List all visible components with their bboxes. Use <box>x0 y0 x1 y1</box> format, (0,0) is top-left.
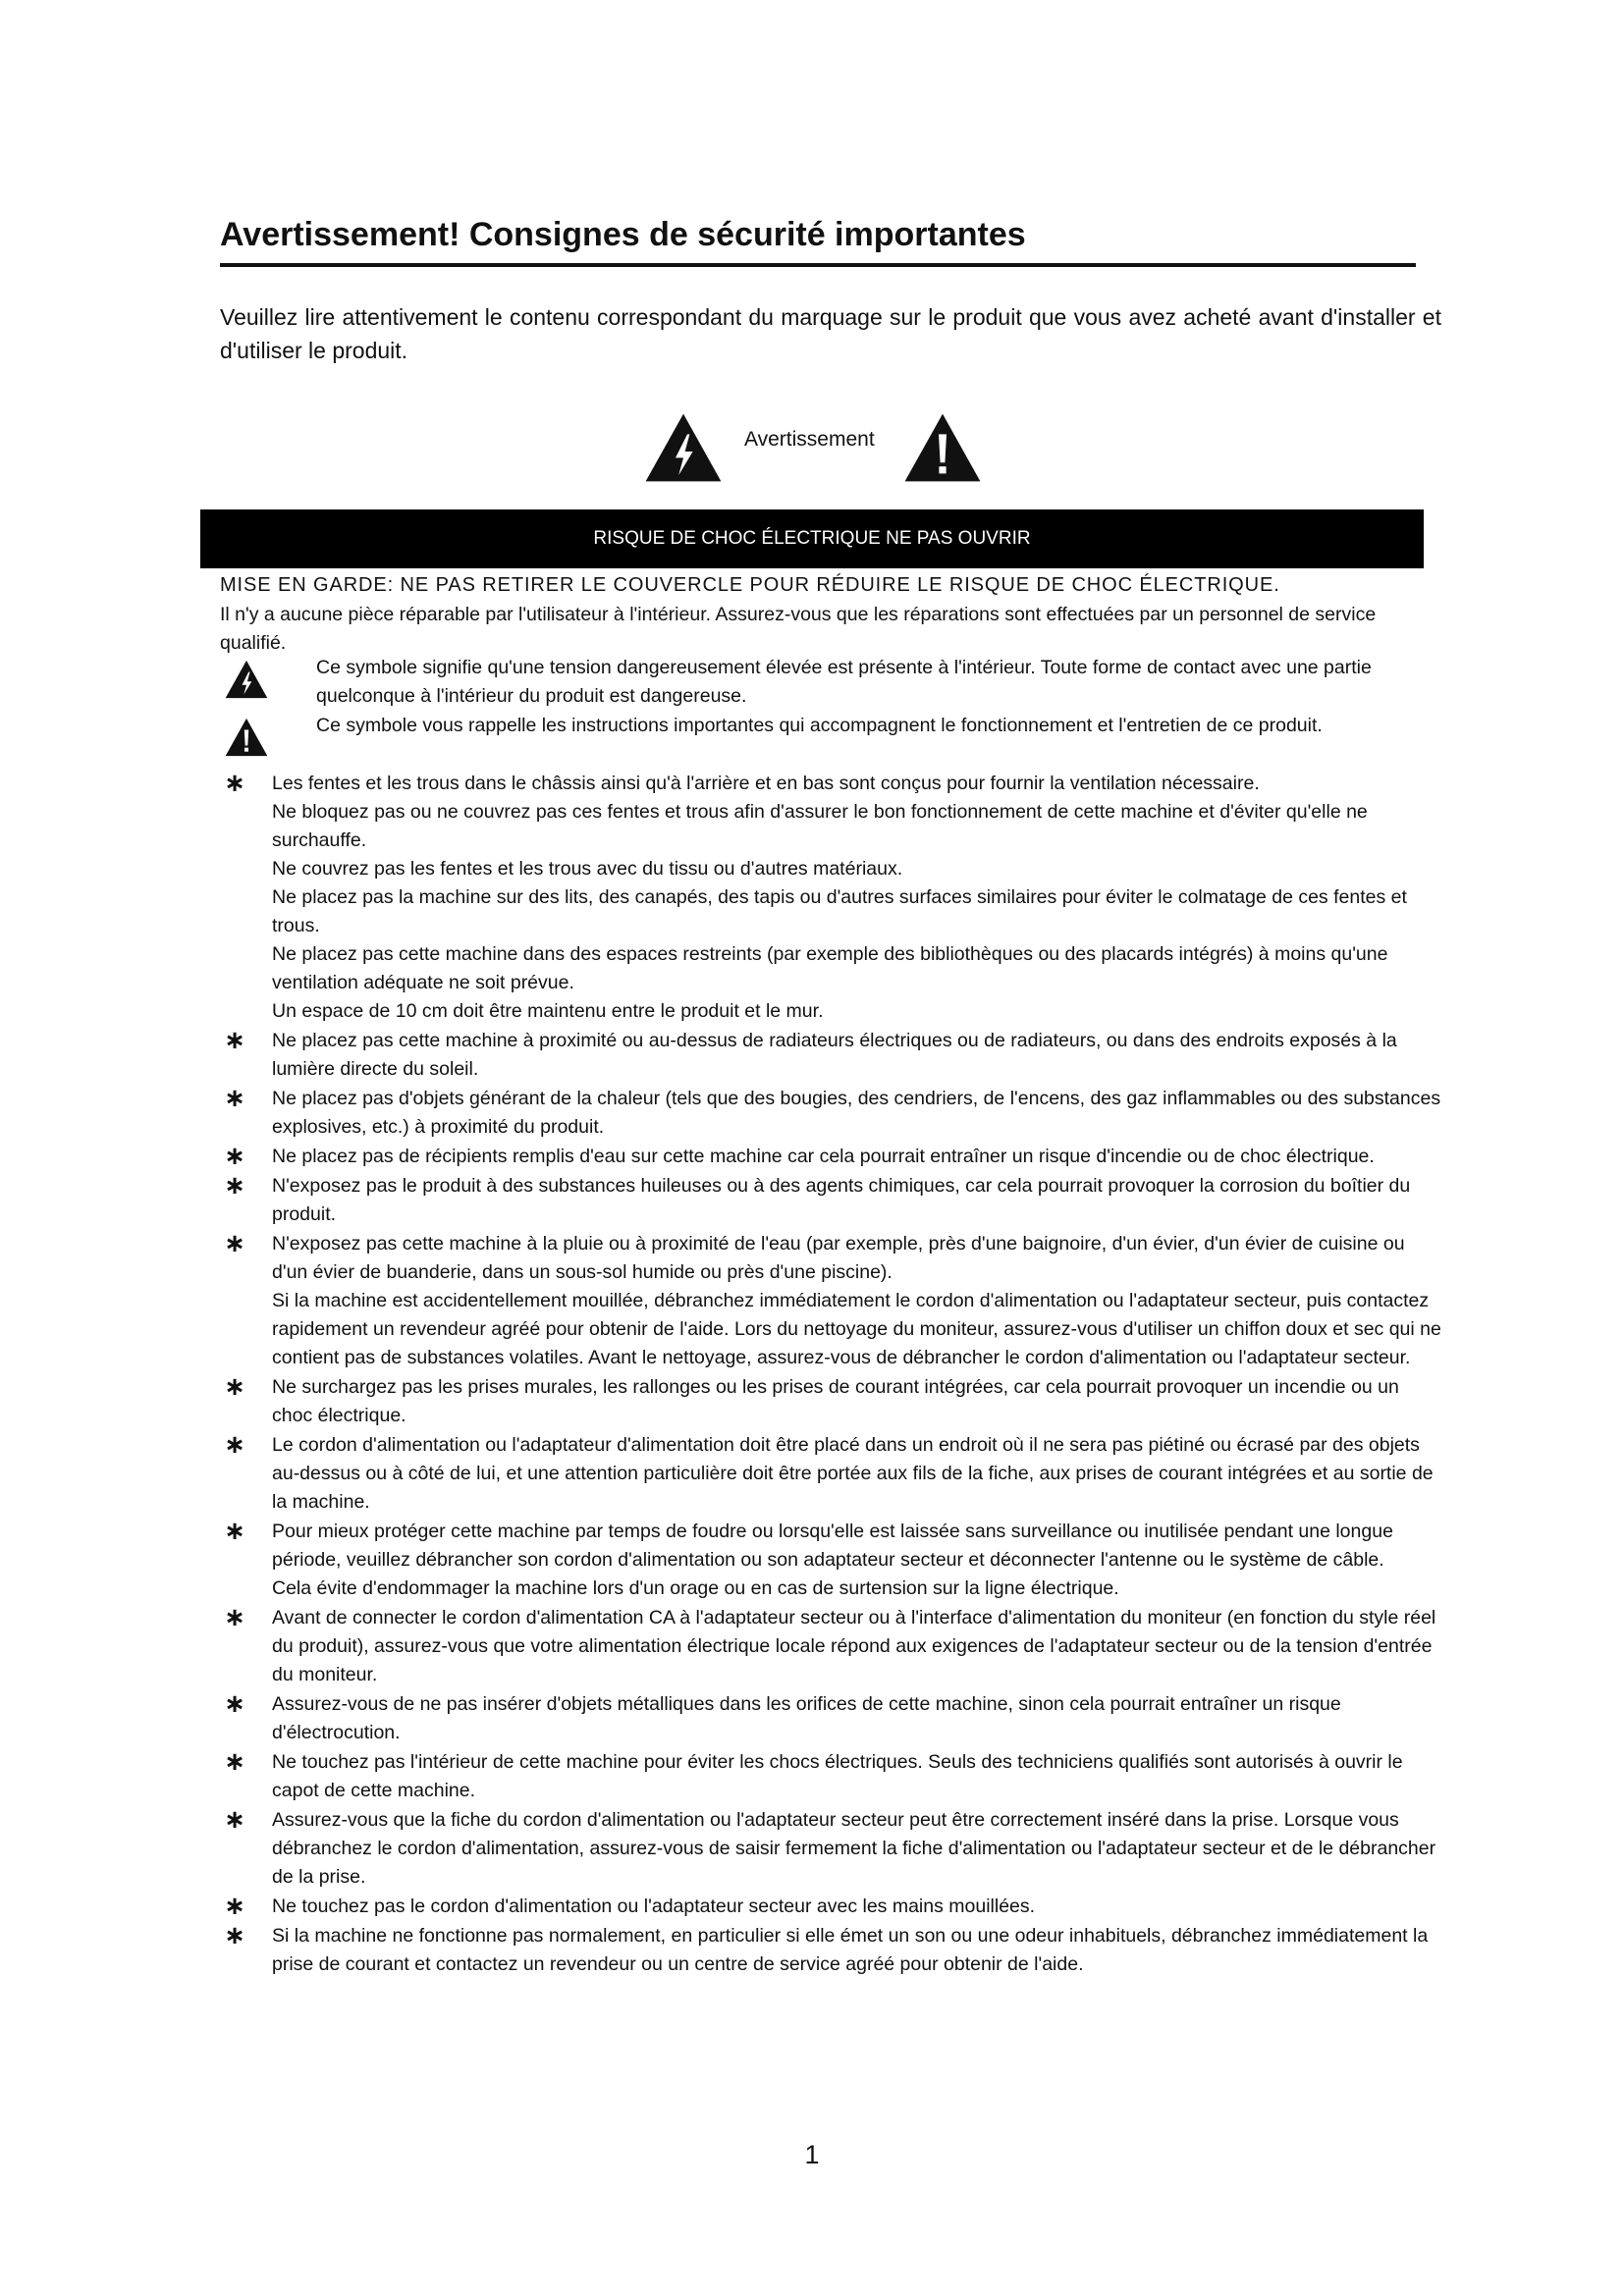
safety-bullet-item <box>220 1806 1441 1892</box>
lightning-triangle-icon <box>638 412 729 483</box>
bullet-paragraph: Ne placez pas cette machine dans des espaces restreints (par exemple des bibliothèques ou des placards intégrés) à moins qu'une ventilation adéquate ne soit prévue. <box>272 943 1388 993</box>
bullet-paragraph: Ne touchez pas l'intérieur de cette machine pour éviter les chocs électriques. Seuls des techniciens qualifiés sont autorisés à ouvrir le capot de cette machine. <box>272 1751 1403 1801</box>
caution-statement: MISE EN GARDE: NE PAS RETIRER LE COUVERCLE POUR RÉDUIRE LE RISQUE DE CHOC ÉLECTRIQUE. <box>220 574 1280 596</box>
safety-bullet-item <box>220 1518 1441 1603</box>
bullet-paragraph: N'exposez pas cette machine à la pluie ou à proximité de l'eau (par exemple, près d'une baignoire, d'un évier, d'un évier de cuisine ou d'un évier de buanderie, dans un sous-sol humide ou près d'une piscine). <box>272 1233 1405 1283</box>
bullet-marker: ∗ <box>224 1084 245 1113</box>
bullet-marker: ∗ <box>224 1892 245 1921</box>
bullet-marker: ∗ <box>224 1747 245 1777</box>
bullet-marker: ∗ <box>224 1805 245 1835</box>
safety-bullet-item <box>220 1172 1441 1229</box>
exclamation-triangle-icon <box>224 718 269 757</box>
bullet-paragraph: Le cordon d'alimentation ou l'adaptateur d'alimentation doit être placé dans un endroit où il ne sera pas piétiné ou écrasé par des objets au-dessus ou à côté de lui, et une attention particulière doit être portée aux fils de la fiche, aux prises de courant intégrées et au sortie de la machine. <box>272 1434 1434 1513</box>
symbol-text: Ce symbole vous rappelle les instructions importantes qui accompagnent le fonctionnement et l'entretien de ce produit. <box>316 715 1323 736</box>
bullet-paragraph: N'exposez pas le produit à des substances huileuses ou à des agents chimiques, car cela pourrait provoquer la corrosion du boîtier du produit. <box>272 1175 1411 1225</box>
title-underline <box>220 263 1416 267</box>
bullet-paragraph: Assurez-vous de ne pas insérer d'objets métalliques dans les orifices de cette machine, sinon cela pourrait entraîner un risque d'électrocution. <box>272 1693 1341 1743</box>
bullet-marker: ∗ <box>224 1689 245 1719</box>
exclamation-triangle-icon <box>897 412 988 483</box>
bullet-marker: ∗ <box>224 1026 245 1055</box>
bullet-marker: ∗ <box>224 1372 245 1402</box>
banner-text: RISQUE DE CHOC ÉLECTRIQUE NE PAS OUVRIR <box>593 528 1031 549</box>
safety-bullet-item <box>220 1143 1441 1171</box>
bullet-paragraph: Si la machine ne fonctionne pas normalement, en particulier si elle émet un son ou une odeur inhabituels, débranchez immédiatement la prise de courant et contactez un revendeur ou un centre de service agréé pour obtenir de l'aide. <box>272 1925 1429 1975</box>
bullet-marker: ∗ <box>224 1430 245 1460</box>
symbol-explanation-instructions <box>220 712 1441 769</box>
safety-bullet-item <box>220 1373 1441 1430</box>
service-note: Il n'y a aucune pièce réparable par l'utilisateur à l'intérieur. Assurez-vous que les réparations sont effectuées par un personnel de service qualifié. <box>220 604 1377 654</box>
bullet-paragraph: Si la machine est accidentellement mouillée, débranchez immédiatement le cordon d'alimentation ou l'adaptateur secteur, puis contactez rapidement un revendeur agréé pour obtenir de l'aide. Lors du nettoyage du moniteur, assurez-vous d'utiliser un chiffon doux et sec qui ne contient pas de substances volatiles. Avant le nettoyage, assurez-vous de débrancher le cordon d'alimentation ou l'adaptateur secteur. <box>272 1290 1441 1368</box>
bullet-marker: ∗ <box>224 1229 245 1258</box>
safety-bullet-item <box>220 1027 1441 1084</box>
warning-symbol-row <box>638 412 992 483</box>
bullet-marker: ∗ <box>224 1142 245 1171</box>
safety-bullet-item <box>220 1690 1441 1747</box>
bullet-paragraph: Assurez-vous que la fiche du cordon d'alimentation ou l'adaptateur secteur peut être correctement inséré dans la prise. Lorsque vous débranchez le cordon d'alimentation, assurez-vous de saisir fermement la fiche d'alimentation ou l'adaptateur secteur et de le débrancher de la prise. <box>272 1809 1436 1888</box>
bullet-paragraph: Ne placez pas la machine sur des lits, des canapés, des tapis ou d'autres surfaces similaires pour éviter le colmatage de ces fentes et trous. <box>272 886 1407 936</box>
bullet-paragraph: Ne surchargez pas les prises murales, les rallonges ou les prises de courant intégrées, car cela pourrait provoquer un incendie ou un choc électrique. <box>272 1376 1399 1426</box>
bullet-paragraph: Un espace de 10 cm doit être maintenu entre le produit et le mur. <box>272 1000 824 1022</box>
safety-bullet-item <box>220 1604 1441 1689</box>
bullet-marker: ∗ <box>224 1603 245 1632</box>
bullet-paragraph: Ne placez pas de récipients remplis d'eau sur cette machine car cela pourrait entraîner un risque d'incendie ou de choc électrique. <box>272 1146 1375 1167</box>
bullet-paragraph: Ne couvrez pas les fentes et les trous avec du tissu ou d'autres matériaux. <box>272 858 903 880</box>
page-title: Avertissement! Consignes de sécurité importantes <box>220 216 1026 253</box>
safety-bullet-item <box>220 1431 1441 1517</box>
safety-bullet-item <box>220 1893 1441 1921</box>
shock-risk-banner <box>200 509 1424 568</box>
bullet-paragraph: Cela évite d'endommager la machine lors d'un orage ou en cas de surtension sur la ligne électrique. <box>272 1577 1119 1599</box>
intro-paragraph: Veuillez lire attentivement le contenu correspondant du marquage sur le produit que vous avez acheté avant d'installer et d'utiliser le produit. <box>220 304 1441 363</box>
symbol-text: Ce symbole signifie qu'une tension dangereusement élevée est présente à l'intérieur. Toute forme de contact avec une partie quelconque à l'intérieur du produit est dangereuse. <box>316 657 1372 707</box>
bullet-paragraph: Ne placez pas cette machine à proximité ou au-dessus de radiateurs électriques ou de radiateurs, ou dans des endroits exposés à la lumière directe du soleil. <box>272 1030 1397 1080</box>
bullet-paragraph: Avant de connecter le cordon d'alimentation CA à l'adaptateur secteur ou à l'interface d'alimentation du moniteur (en fonction du style réel du produit), assurez-vous que votre alimentation électrique locale répond aux exigences de l'adaptateur secteur ou de la tension d'entrée du moniteur. <box>272 1607 1436 1685</box>
safety-bullet-list <box>220 770 1441 1979</box>
bullet-marker: ∗ <box>224 769 245 798</box>
safety-bullet-item <box>220 1085 1441 1142</box>
symbol-explanation-voltage <box>220 654 1441 711</box>
lightning-triangle-icon <box>224 660 269 699</box>
bullet-marker: ∗ <box>224 1517 245 1546</box>
warning-label: Avertissement <box>744 428 875 451</box>
safety-bullet-item <box>220 1230 1441 1372</box>
bullet-paragraph: Ne touchez pas le cordon d'alimentation ou l'adaptateur secteur avec les mains mouillées. <box>272 1896 1036 1917</box>
bullet-marker: ∗ <box>224 1921 245 1950</box>
bullet-paragraph: Ne placez pas d'objets générant de la chaleur (tels que des bougies, des cendriers, de l'encens, des gaz inflammables ou des substances explosives, etc.) à proximité du produit. <box>272 1088 1441 1138</box>
bullet-paragraph: Les fentes et les trous dans le châssis ainsi qu'à l'arrière et en bas sont conçus pour fournir la ventilation nécessaire. <box>272 773 1260 794</box>
safety-bullet-item <box>220 1922 1441 1979</box>
safety-bullet-item <box>220 1748 1441 1805</box>
page-number: 1 <box>804 2140 820 2169</box>
bullet-marker: ∗ <box>224 1171 245 1201</box>
safety-bullet-item <box>220 770 1441 1026</box>
bullet-paragraph: Pour mieux protéger cette machine par temps de foudre ou lorsqu'elle est laissée sans surveillance ou inutilisée pendant une longue période, veuillez débrancher son cordon d'alimentation ou son adaptateur secteur et déconnecter l'antenne ou le système de câble. <box>272 1521 1393 1571</box>
bullet-paragraph: Ne bloquez pas ou ne couvrez pas ces fentes et trous afin d'assurer le bon fonctionnement de cette machine et d'éviter qu'elle ne surchauffe. <box>272 801 1368 851</box>
